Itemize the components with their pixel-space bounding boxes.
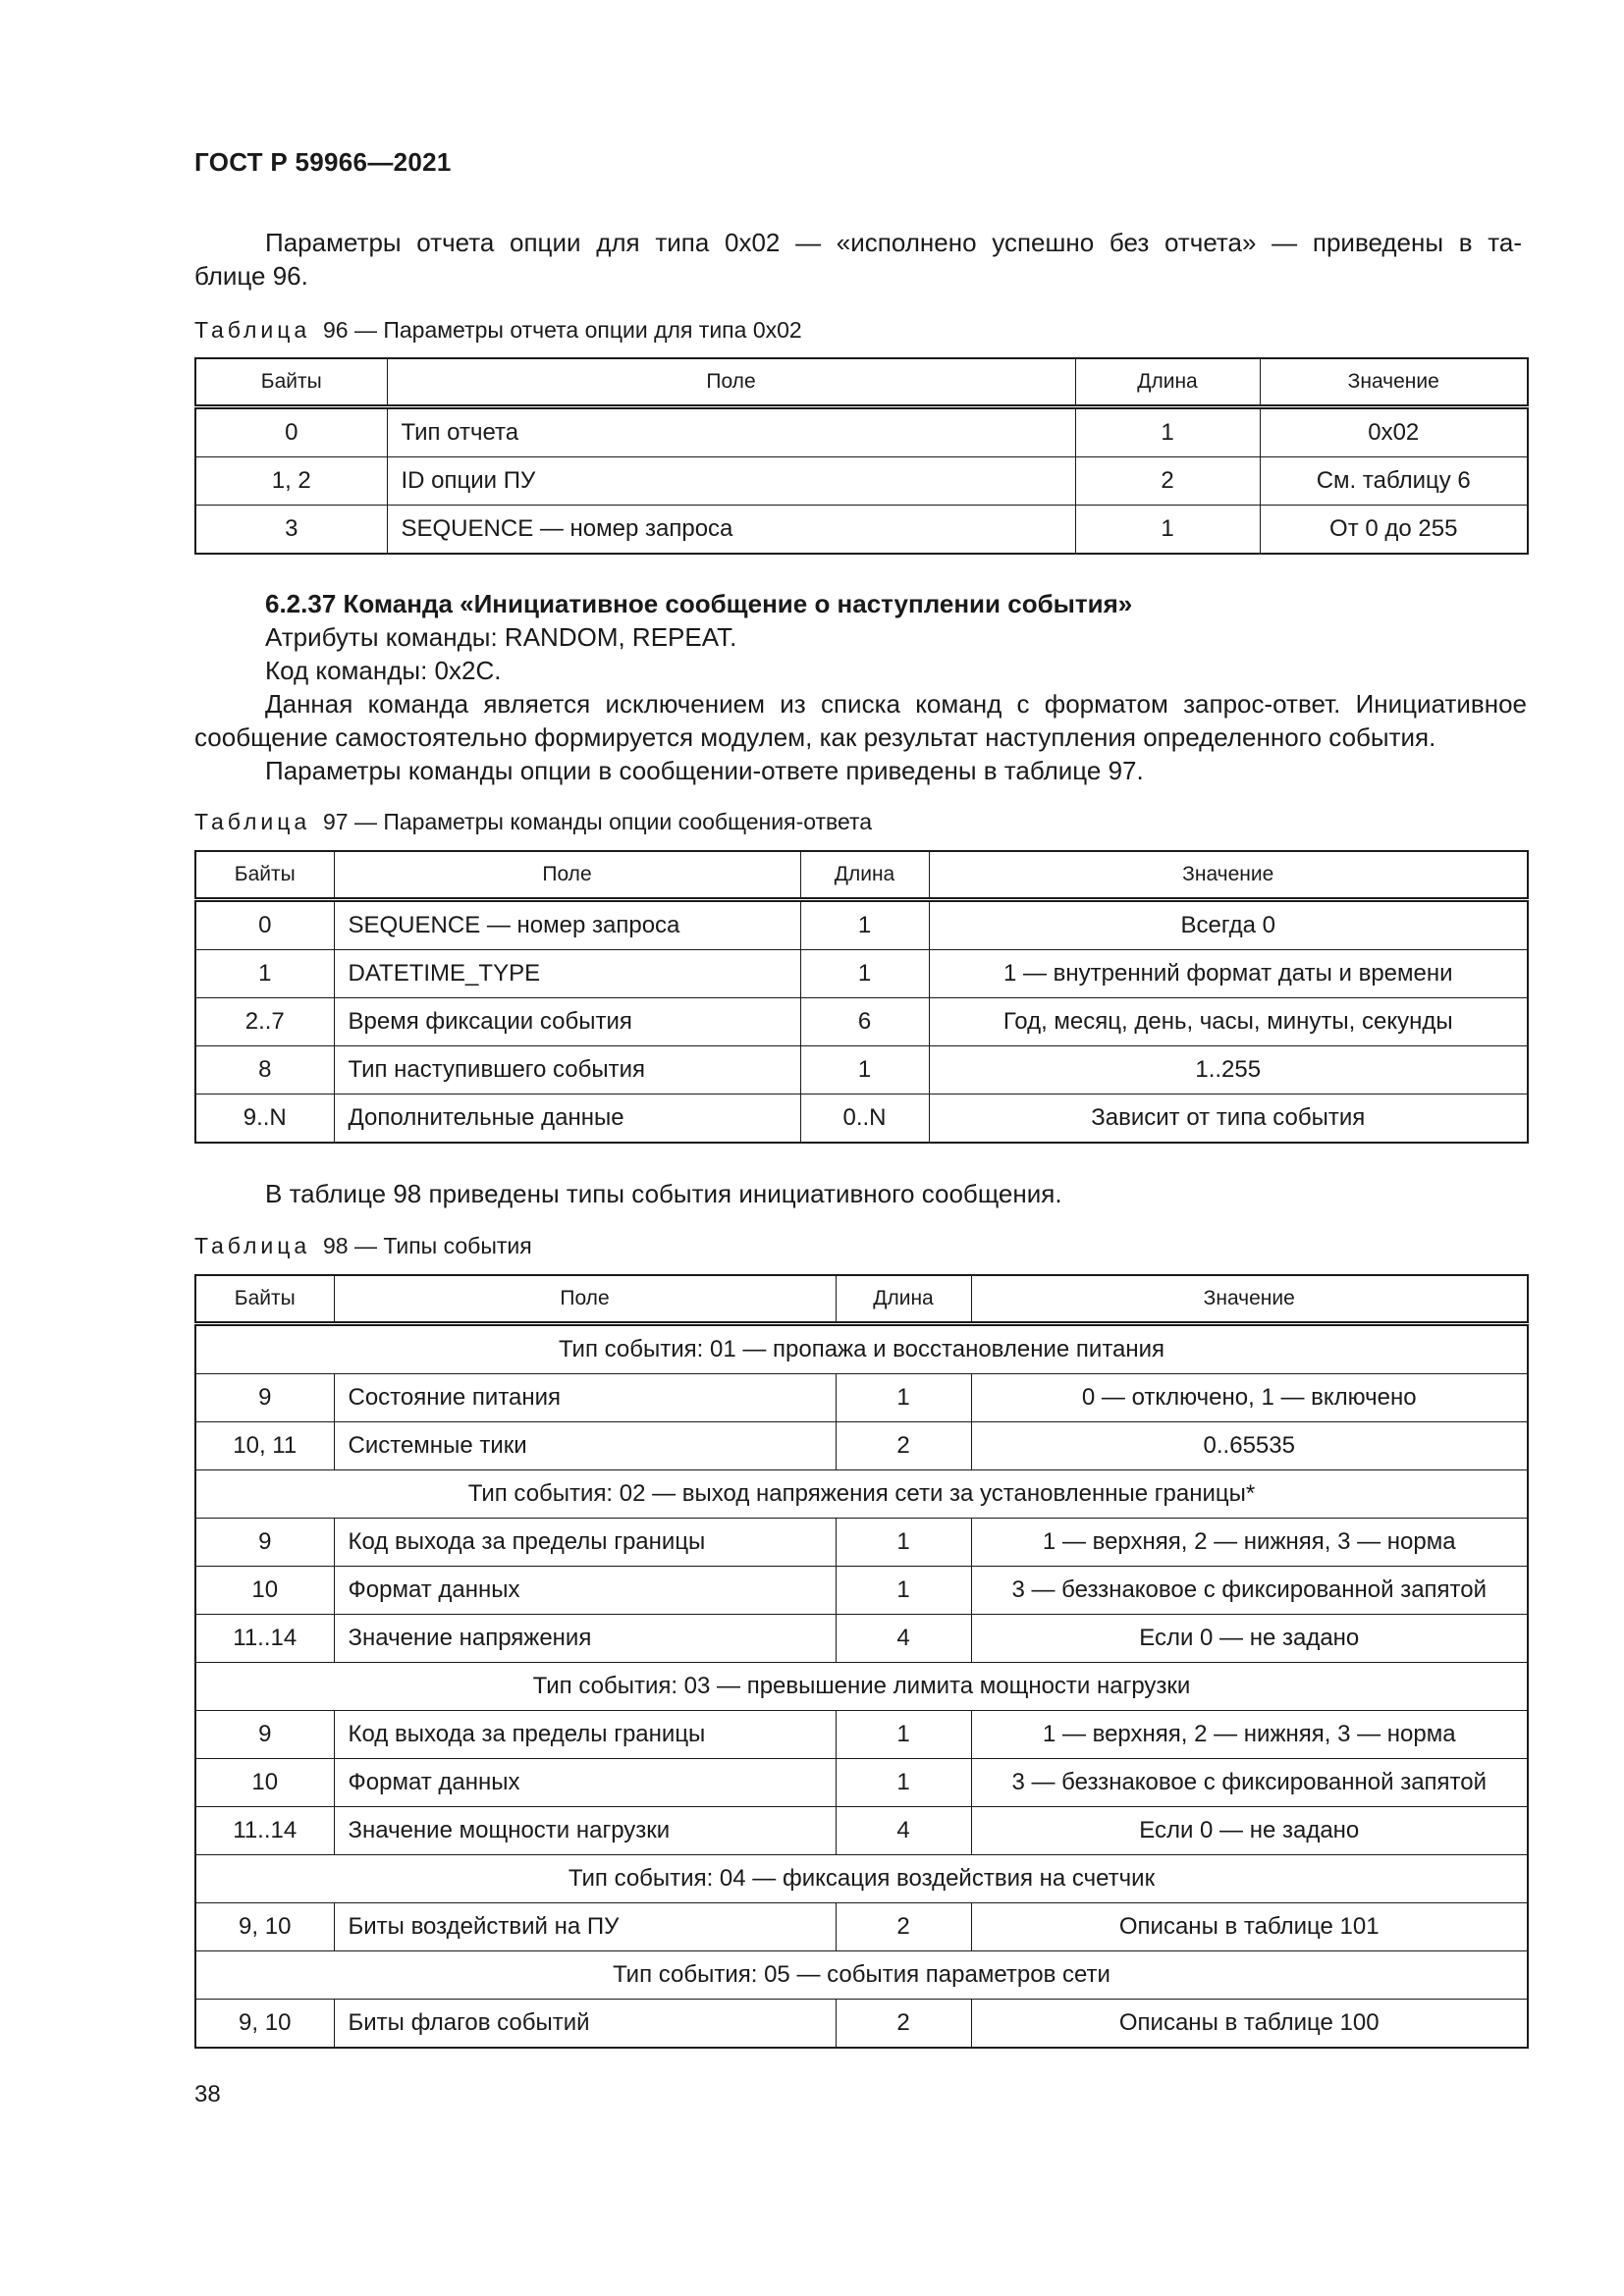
cell-length: 2 [1075,457,1260,506]
cell-field: Биты флагов событий [334,2000,836,2049]
header-value: Значение [1260,358,1528,407]
cell-length: 6 [800,998,929,1046]
table97-caption-text: 97 — Параметры команды опции сообщения-ответа [322,809,873,834]
cell-length: 1 [836,1759,971,1807]
cell-field: Значение мощности нагрузки [334,1807,836,1855]
table-96 [194,357,1529,555]
cell-bytes: 0 [195,407,387,457]
cell-value: 0 — отключено, 1 — включено [971,1374,1528,1422]
event-group-title: Тип события: 04 — фиксация воздействия на счетчик [195,1855,1528,1903]
table98-caption [194,1233,532,1259]
header-field: Поле [334,1275,836,1324]
cell-value: См. таблицу 6 [1260,457,1528,506]
cell-length: 0..N [800,1095,929,1144]
header-length: Длина [800,851,929,900]
table97-caption-label: Таблица [194,809,311,834]
cell-bytes: 3 [195,506,387,555]
cell-bytes: 0 [195,900,334,950]
cell-field: Код выхода за пределы границы [334,1711,836,1759]
cell-field: Формат данных [334,1759,836,1807]
event-group-row [195,1470,1528,1519]
cell-field: Формат данных [334,1567,836,1615]
table-row [195,950,1528,998]
event-group-row [195,1855,1528,1903]
cell-length: 1 [800,1046,929,1095]
cell-field: Время фиксации события [334,998,800,1046]
table96-caption [194,317,802,344]
cell-bytes: 9 [195,1374,334,1422]
cell-length: 2 [836,1903,971,1951]
header-bytes: Байты [195,851,334,900]
header-value: Значение [971,1275,1528,1324]
cell-field: Тип отчета [387,407,1075,457]
table-header-row [195,358,1528,407]
cell-length: 4 [836,1615,971,1663]
section-desc-line-1: Данная команда является исключением из списка команд с форматом запрос-ответ. Инициативное [265,689,1527,719]
cell-value: 1 — верхняя, 2 — нижняя, 3 — норма [971,1711,1528,1759]
cell-bytes: 1 [195,950,334,998]
cell-bytes: 10, 11 [195,1422,334,1470]
table-97 [194,850,1529,1144]
cell-bytes: 9, 10 [195,2000,334,2049]
intro-line-1: Параметры отчета опции для типа 0x02 — «исполнено успешно без отчета» — приведены в та- [265,228,1522,257]
cell-length: 2 [836,2000,971,2049]
cell-value: Описаны в таблице 101 [971,1903,1528,1951]
table98-caption-text: 98 — Типы события [322,1233,532,1258]
table-row [195,1046,1528,1095]
event-group-row [195,1324,1528,1374]
intro-line-2: блице 96. [194,261,308,291]
event-group-title: Тип события: 02 — выход напряжения сети за установленные границы* [195,1470,1528,1519]
table-header-row [195,851,1528,900]
header-bytes: Байты [195,358,387,407]
table98-caption-label: Таблица [194,1233,311,1258]
event-group-title: Тип события: 01 — пропажа и восстановление питания [195,1324,1528,1374]
header-bytes: Байты [195,1275,334,1324]
header-length: Длина [836,1275,971,1324]
table97-caption [194,809,872,835]
header-field: Поле [387,358,1075,407]
cell-field: Биты воздействий на ПУ [334,1903,836,1951]
event-group-row [195,1951,1528,2000]
cell-value: Год, месяц, день, часы, минуты, секунды [929,998,1528,1046]
cell-length: 4 [836,1807,971,1855]
table-row [195,1095,1528,1144]
section-attributes: Атрибуты команды: RANDOM, REPEAT. [265,622,737,652]
cell-bytes: 9..N [195,1095,334,1144]
table-row [195,506,1528,555]
table-row [195,1711,1528,1759]
table-row [195,900,1528,950]
page-number: 38 [194,2081,221,2108]
cell-value: 0..65535 [971,1422,1528,1470]
document-header: ГОСТ Р 59966—2021 [194,147,452,177]
table-row [195,998,1528,1046]
cell-value: Если 0 — не задано [971,1807,1528,1855]
cell-bytes: 9, 10 [195,1903,334,1951]
cell-bytes: 9 [195,1519,334,1567]
cell-field: Тип наступившего события [334,1046,800,1095]
header-field: Поле [334,851,800,900]
header-length: Длина [1075,358,1260,407]
table-row [195,407,1528,457]
cell-length: 1 [800,950,929,998]
table96-caption-text: 96 — Параметры отчета опции для типа 0x02 [322,317,802,343]
cell-field: Состояние питания [334,1374,836,1422]
cell-value: Описаны в таблице 100 [971,2000,1528,2049]
cell-bytes: 11..14 [195,1807,334,1855]
cell-value: 3 — беззнаковое с фиксированной запятой [971,1759,1528,1807]
event-group-title: Тип события: 03 — превышение лимита мощности нагрузки [195,1663,1528,1711]
cell-bytes: 9 [195,1711,334,1759]
table-header-row [195,1275,1528,1324]
table-row [195,2000,1528,2049]
cell-bytes: 10 [195,1567,334,1615]
cell-field: ID опции ПУ [387,457,1075,506]
cell-field: Код выхода за пределы границы [334,1519,836,1567]
table-row [195,457,1528,506]
cell-value: 1 — верхняя, 2 — нижняя, 3 — норма [971,1519,1528,1567]
table-row [195,1374,1528,1422]
cell-field: DATETIME_TYPE [334,950,800,998]
cell-bytes: 8 [195,1046,334,1095]
cell-length: 2 [836,1422,971,1470]
cell-bytes: 11..14 [195,1615,334,1663]
cell-bytes: 2..7 [195,998,334,1046]
section-code: Код команды: 0x2C. [265,656,502,685]
cell-length: 1 [800,900,929,950]
cell-value: 1 — внутренний формат даты и времени [929,950,1528,998]
cell-value: Если 0 — не задано [971,1615,1528,1663]
table-row [195,1519,1528,1567]
table-row [195,1807,1528,1855]
section-desc-line-2: сообщение самостоятельно формируется модулем, как результат наступления определенного события. [194,722,1436,752]
table-row [195,1903,1528,1951]
cell-length: 1 [1075,407,1260,457]
cell-length: 1 [1075,506,1260,555]
section-params: Параметры команды опции в сообщении-ответе приведены в таблице 97. [265,756,1144,785]
table-row [195,1615,1528,1663]
cell-length: 1 [836,1374,971,1422]
cell-value: От 0 до 255 [1260,506,1528,555]
event-group-title: Тип события: 05 — события параметров сети [195,1951,1528,2000]
cell-length: 1 [836,1567,971,1615]
cell-field: Значение напряжения [334,1615,836,1663]
section-heading: 6.2.37 Команда «Инициативное сообщение о наступлении события» [265,589,1133,618]
cell-length: 1 [836,1711,971,1759]
cell-field: Системные тики [334,1422,836,1470]
table-98 [194,1274,1529,2049]
table-row [195,1422,1528,1470]
cell-value: 3 — беззнаковое с фиксированной запятой [971,1567,1528,1615]
header-value: Значение [929,851,1528,900]
cell-bytes: 10 [195,1759,334,1807]
cell-field: Дополнительные данные [334,1095,800,1144]
table-row [195,1759,1528,1807]
cell-value: Всегда 0 [929,900,1528,950]
cell-field: SEQUENCE — номер запроса [334,900,800,950]
cell-bytes: 1, 2 [195,457,387,506]
cell-value: Зависит от типа события [929,1095,1528,1144]
cell-length: 1 [836,1519,971,1567]
table-row [195,1567,1528,1615]
table98-intro: В таблице 98 приведены типы события инициативного сообщения. [265,1179,1062,1208]
cell-field: SEQUENCE — номер запроса [387,506,1075,555]
cell-value: 1..255 [929,1046,1528,1095]
table96-caption-label: Таблица [194,317,311,343]
cell-value: 0x02 [1260,407,1528,457]
event-group-row [195,1663,1528,1711]
